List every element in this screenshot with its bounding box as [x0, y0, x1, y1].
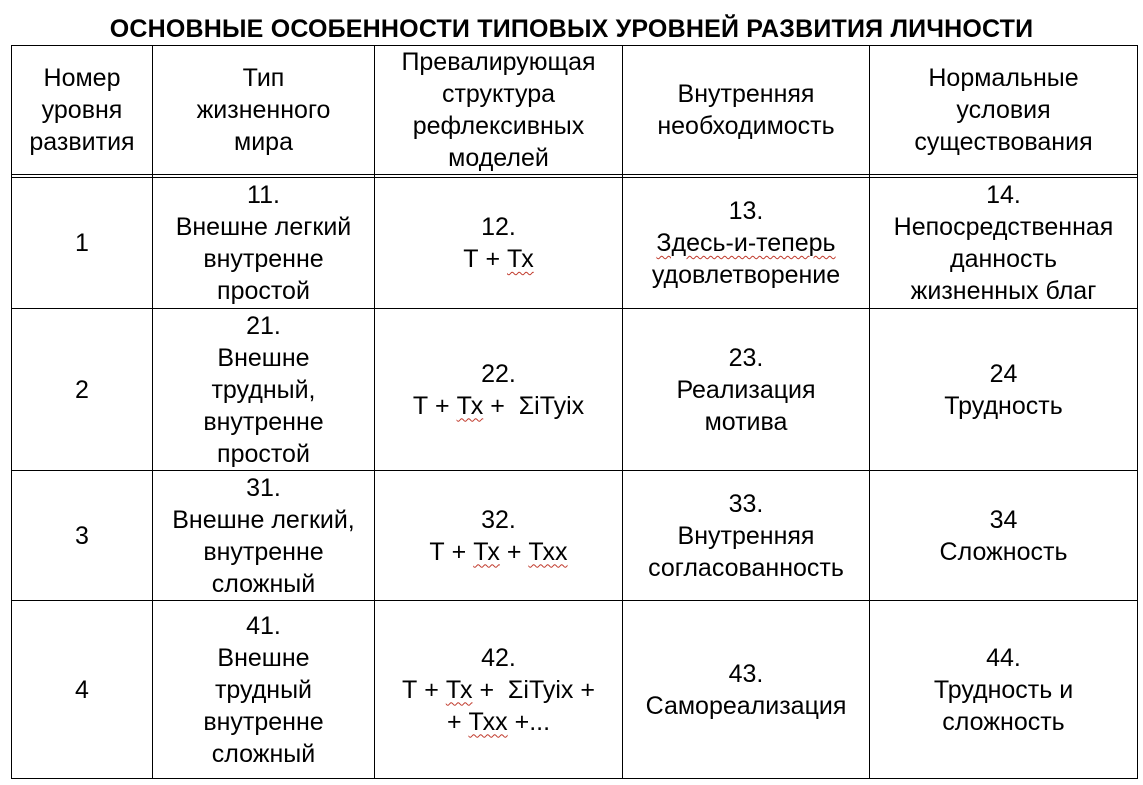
header-inner-necessity: Внутренняя необходимость [623, 46, 870, 175]
header-reflexive-structure: Превалирующая структура рефлексивных моделей [375, 46, 623, 175]
life-world-cell: 41. Внешне трудный внутренне сложный [153, 601, 375, 779]
level-number-cell: 2 [12, 309, 153, 471]
structure-cell: 42. Т + Тх + ΣiTyix + + Тхх +... [375, 601, 623, 779]
conditions-cell: 14. Непосредственная данность жизненных благ [870, 178, 1138, 309]
conditions-cell: 44. Трудность и сложность [870, 601, 1138, 779]
structure-cell: 32. Т + Тх + Тхх [375, 471, 623, 601]
structure-cell: 22. Т + Тх + ΣiTyix [375, 309, 623, 471]
life-world-cell: 11. Внешне легкий внутренне простой [153, 178, 375, 309]
levels-table [11, 45, 1138, 779]
conditions-cell: 34 Сложность [870, 471, 1138, 601]
header-life-world-type: Тип жизненного мира [153, 46, 375, 175]
table-header-row [12, 46, 1138, 175]
life-world-cell: 21. Внешне трудный, внутренне простой [153, 309, 375, 471]
header-normal-conditions: Нормальные условия существования [870, 46, 1138, 175]
table-row [12, 178, 1138, 309]
necessity-cell: 23. Реализация мотива [623, 309, 870, 471]
necessity-cell: 13. Здесь-и-теперь удовлетворение [623, 178, 870, 309]
table-row [12, 601, 1138, 779]
table-row [12, 471, 1138, 601]
level-number-cell: 1 [12, 178, 153, 309]
table-row [12, 309, 1138, 471]
conditions-cell: 24 Трудность [870, 309, 1138, 471]
page-title: ОСНОВНЫЕ ОСОБЕННОСТИ ТИПОВЫХ УРОВНЕЙ РАЗВИТИЯ ЛИЧНОСТИ [109, 15, 1034, 43]
level-number-cell: 4 [12, 601, 153, 779]
necessity-cell: 33. Внутренняя согласованность [623, 471, 870, 601]
level-number-cell: 3 [12, 471, 153, 601]
life-world-cell: 31. Внешне легкий, внутренне сложный [153, 471, 375, 601]
header-level-number: Номер уровня развития [12, 46, 153, 175]
necessity-cell: 43. Самореализация [623, 601, 870, 779]
structure-cell: 12. Т + Тх [375, 178, 623, 309]
